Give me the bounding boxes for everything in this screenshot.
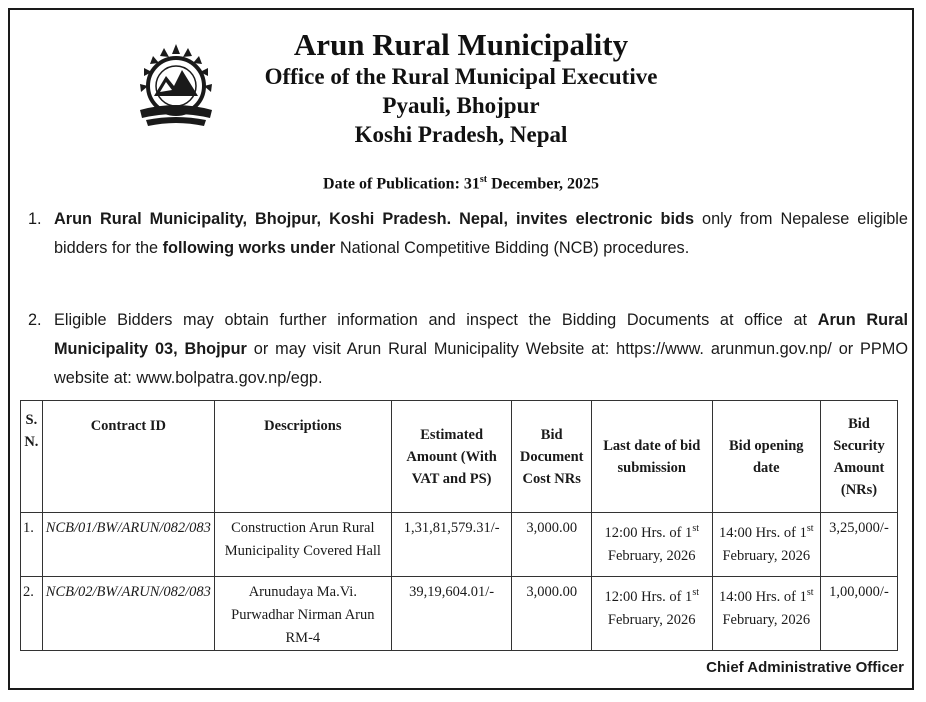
row-security: 3,25,000/- [820,513,897,577]
signoff-title: Chief Administrative Officer [706,659,904,676]
invitation-bold-2: following works under [162,239,336,257]
row-contract-id: NCB/01/BW/ARUN/082/083 [42,513,214,577]
notice-frame [8,8,914,690]
header-bid-security: Bid Security Amount (NRs) [820,401,897,513]
office-name: Office of the Rural Municipal Executive [264,64,658,89]
documents-text-1: Eligible Bidders may obtain further information and inspect the Bidding Documents at office at [54,311,818,329]
invitation-bold-1: Arun Rural Municipality, Bhojpur, Koshi Pradesh. Nepal, invites electronic bids [54,210,694,228]
row-opening-date [712,577,820,651]
row-sn: 1. [21,513,43,577]
row-description: Arunudaya Ma.Vi. Purwadhar Nirman Arun RM-4 [214,577,391,651]
table-header-row [21,401,898,513]
publication-date-label: Date of Publication: 31 [323,175,480,193]
last-date-month: February, 2026 [607,547,696,564]
paragraph-invitation [28,205,908,263]
documents-bold-1: Arun Rural Municipality 03, Bhojpur [54,311,908,358]
row-sn: 2. [21,577,43,651]
header-contract-id: Contract ID [42,401,214,513]
last-date-month: February, 2026 [607,611,696,628]
documents-text-2: or may visit Arun Rural Municipality Website at: https://www. arunmun.gov.np/ or PPMO website at: www.bolpatra.gov.np/egp. [54,340,908,387]
row-last-date [591,513,712,577]
opening-date-time: 14:00 Hrs. of 1 [719,524,807,541]
invitation-text-1: only from Nepalese eligible bidders for the [54,210,908,257]
paragraph-number: 2. [28,311,42,329]
publication-date [10,174,912,193]
row-opening-date [712,513,820,577]
header-descriptions: Descriptions [214,401,391,513]
opening-date-month: February, 2026 [722,547,811,564]
row-description: Construction Arun Rural Municipality Covered Hall [214,513,391,577]
table-row [21,577,898,651]
row-contract-id: NCB/02/BW/ARUN/082/083 [42,577,214,651]
last-date-suffix: st [692,523,699,534]
table-row [21,513,898,577]
opening-date-time: 14:00 Hrs. of 1 [719,588,807,605]
office-location: Pyauli, Bhojpur [382,93,540,118]
bids-table [20,400,898,651]
header-sn: S. N. [21,401,43,513]
row-security: 1,00,000/- [820,577,897,651]
paragraph-number: 1. [28,210,42,228]
opening-date-month: February, 2026 [722,611,811,628]
letterhead [10,28,912,149]
last-date-time: 12:00 Hrs. of 1 [604,524,693,541]
header-bid-document-cost: Bid Document Cost NRs [512,401,591,513]
last-date-suffix: st [692,587,699,598]
invitation-text-2: National Competitive Bidding (NCB) procedures. [335,239,690,257]
header-last-date: Last date of bid submission [591,401,712,513]
opening-date-suffix: st [806,587,814,598]
row-doc-cost: 3,000.00 [512,577,591,651]
row-last-date [591,577,712,651]
opening-date-suffix: st [806,523,814,534]
row-estimated-amount: 39,19,604.01/- [391,577,512,651]
row-doc-cost: 3,000.00 [512,513,591,577]
publication-date-rest: December, 2025 [487,175,599,193]
municipality-name: Arun Rural Municipality [293,27,629,62]
office-province: Koshi Pradesh, Nepal [354,122,568,147]
header-opening-date: Bid opening date [712,401,820,513]
header-estimated-amount: Estimated Amount (With VAT and PS) [391,401,512,513]
last-date-time: 12:00 Hrs. of 1 [604,588,693,605]
row-estimated-amount: 1,31,81,579.31/- [391,513,512,577]
publication-date-suffix: st [479,174,488,185]
